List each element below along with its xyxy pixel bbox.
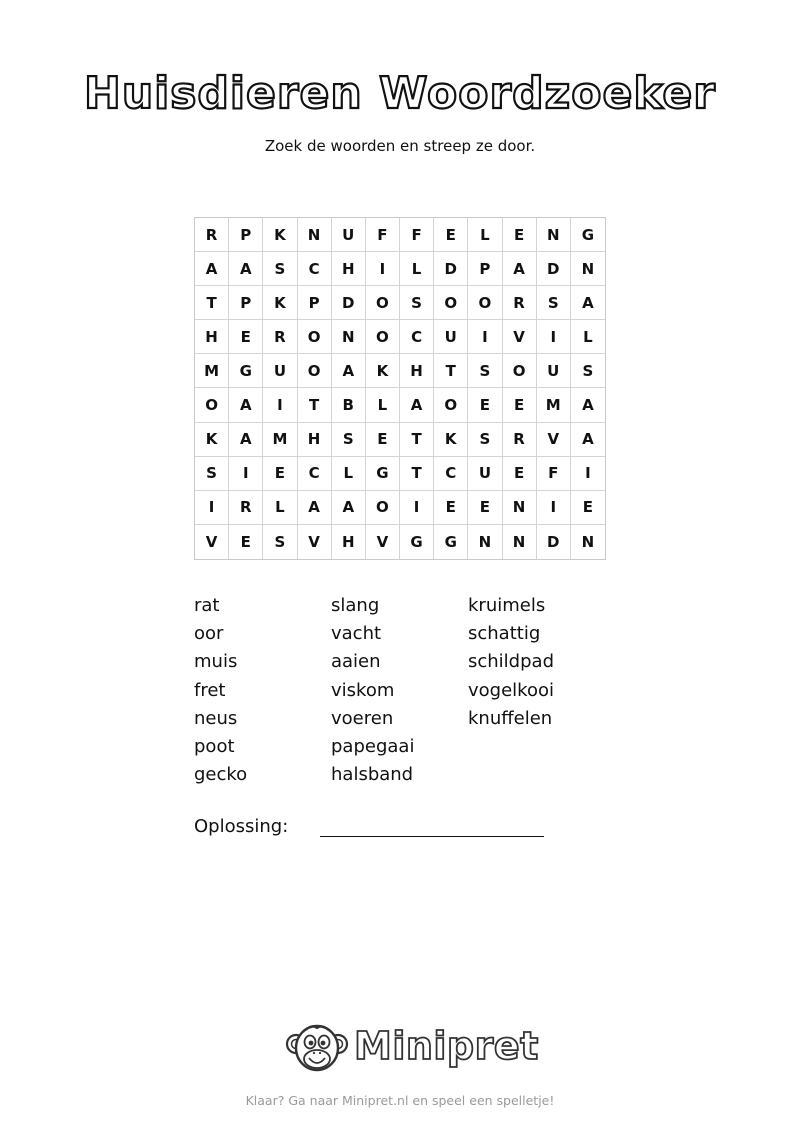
grid-cell: E bbox=[434, 218, 468, 252]
grid-cell: S bbox=[263, 252, 297, 286]
grid-cell: C bbox=[400, 320, 434, 354]
word-list-item: viskom bbox=[331, 679, 395, 701]
grid-cell: K bbox=[195, 423, 229, 457]
grid-cell: S bbox=[195, 457, 229, 491]
grid-cell: E bbox=[468, 388, 502, 422]
word-list-item: kruimels bbox=[468, 595, 546, 616]
grid-cell: V bbox=[503, 320, 537, 354]
monkey-icon bbox=[284, 1018, 350, 1078]
grid-cell: S bbox=[468, 423, 502, 457]
grid-cell: A bbox=[400, 388, 434, 422]
grid-cell: E bbox=[366, 423, 400, 457]
grid-cell: U bbox=[468, 457, 502, 491]
grid-cell: H bbox=[195, 320, 229, 354]
grid-cell: O bbox=[434, 388, 468, 422]
grid-cell: D bbox=[332, 286, 366, 320]
grid-cell: O bbox=[366, 491, 400, 525]
grid-cell: T bbox=[195, 286, 229, 320]
grid-cell: K bbox=[263, 286, 297, 320]
grid-cell: L bbox=[366, 388, 400, 422]
grid-cell: V bbox=[366, 525, 400, 559]
grid-cell: O bbox=[366, 286, 400, 320]
grid-cell: K bbox=[263, 218, 297, 252]
grid-cell: I bbox=[571, 457, 605, 491]
grid-cell: N bbox=[468, 525, 502, 559]
grid-cell: E bbox=[434, 491, 468, 525]
grid-cell: A bbox=[332, 354, 366, 388]
grid-cell: L bbox=[571, 320, 605, 354]
grid-cell: V bbox=[195, 525, 229, 559]
grid-cell: C bbox=[298, 457, 332, 491]
grid-cell: E bbox=[468, 491, 502, 525]
grid-cell: E bbox=[229, 525, 263, 559]
word-list-item: schattig bbox=[468, 623, 541, 645]
grid-cell: A bbox=[229, 423, 263, 457]
grid-cell: N bbox=[571, 252, 605, 286]
word-list-item: muis bbox=[194, 651, 238, 673]
grid-cell: K bbox=[434, 423, 468, 457]
grid-cell: R bbox=[503, 423, 537, 457]
grid-cell: E bbox=[503, 457, 537, 491]
grid-cell: U bbox=[263, 354, 297, 388]
grid-cell: H bbox=[332, 252, 366, 286]
instructions: Zoek de woorden en streep ze door. bbox=[264, 137, 536, 155]
word-list bbox=[194, 592, 614, 792]
grid-cell: A bbox=[571, 423, 605, 457]
grid-cell: G bbox=[229, 354, 263, 388]
word-list-item: schildpad bbox=[468, 651, 554, 673]
logo-wordmark: Minipret bbox=[354, 1024, 539, 1068]
grid-cell: I bbox=[195, 491, 229, 525]
grid-cell: A bbox=[503, 252, 537, 286]
grid-cell: S bbox=[571, 354, 605, 388]
grid-cell: I bbox=[229, 457, 263, 491]
grid-cell: F bbox=[366, 218, 400, 252]
grid-cell: A bbox=[571, 388, 605, 422]
grid-cell: N bbox=[537, 218, 571, 252]
grid-cell: N bbox=[332, 320, 366, 354]
grid-cell: L bbox=[400, 252, 434, 286]
grid-cell: B bbox=[332, 388, 366, 422]
word-list-item: poot bbox=[194, 736, 235, 758]
grid-cell: T bbox=[298, 388, 332, 422]
grid-cell: A bbox=[229, 388, 263, 422]
grid-cell: N bbox=[298, 218, 332, 252]
page-title: Huisdieren Woordzoeker bbox=[84, 68, 716, 119]
grid-cell: G bbox=[571, 218, 605, 252]
grid-cell: C bbox=[434, 457, 468, 491]
grid-cell: E bbox=[263, 457, 297, 491]
word-list-item: voeren bbox=[331, 707, 394, 729]
grid-cell: S bbox=[400, 286, 434, 320]
grid-cell: T bbox=[434, 354, 468, 388]
word-list-item: aaien bbox=[331, 651, 381, 673]
grid-cell: I bbox=[537, 491, 571, 525]
grid-cell: A bbox=[195, 252, 229, 286]
word-list-item: papegaai bbox=[331, 736, 415, 758]
grid-cell: P bbox=[229, 218, 263, 252]
grid-cell: A bbox=[229, 252, 263, 286]
grid-cell: O bbox=[298, 320, 332, 354]
grid-cell: O bbox=[503, 354, 537, 388]
word-list-item: oor bbox=[194, 623, 224, 645]
grid-cell: C bbox=[298, 252, 332, 286]
grid-cell: O bbox=[298, 354, 332, 388]
word-list-item: knuffelen bbox=[468, 707, 553, 729]
grid-cell: E bbox=[503, 388, 537, 422]
grid-cell: T bbox=[400, 423, 434, 457]
word-list-column-1 bbox=[194, 592, 247, 789]
word-list-item: gecko bbox=[194, 764, 248, 786]
minipret-logo bbox=[284, 1018, 539, 1078]
grid-cell: G bbox=[434, 525, 468, 559]
grid-cell: M bbox=[537, 388, 571, 422]
solution-label: Oplossing: bbox=[194, 816, 289, 837]
grid-cell: I bbox=[263, 388, 297, 422]
grid-cell: E bbox=[503, 218, 537, 252]
grid-cell: U bbox=[537, 354, 571, 388]
grid-cell: S bbox=[537, 286, 571, 320]
grid-cell: U bbox=[332, 218, 366, 252]
grid-cell: F bbox=[400, 218, 434, 252]
grid-cell: G bbox=[400, 525, 434, 559]
grid-cell: H bbox=[332, 525, 366, 559]
grid-cell: R bbox=[229, 491, 263, 525]
grid-cell: R bbox=[195, 218, 229, 252]
grid-cell: O bbox=[195, 388, 229, 422]
grid-cell: M bbox=[195, 354, 229, 388]
grid-cell: U bbox=[434, 320, 468, 354]
grid-cell: L bbox=[263, 491, 297, 525]
word-search-grid bbox=[194, 217, 606, 560]
grid-cell: N bbox=[503, 491, 537, 525]
grid-cell: L bbox=[468, 218, 502, 252]
grid-cell: O bbox=[366, 320, 400, 354]
grid-cell: F bbox=[537, 457, 571, 491]
grid-cell: V bbox=[298, 525, 332, 559]
grid-cell: A bbox=[332, 491, 366, 525]
word-list-item: neus bbox=[194, 707, 238, 729]
grid-cell: A bbox=[298, 491, 332, 525]
grid-cell: H bbox=[400, 354, 434, 388]
word-list-item: vogelkooi bbox=[468, 679, 554, 701]
word-list-item: slang bbox=[331, 595, 380, 616]
grid-cell: A bbox=[571, 286, 605, 320]
grid-cell: E bbox=[229, 320, 263, 354]
grid-cell: I bbox=[537, 320, 571, 354]
grid-cell: D bbox=[537, 525, 571, 559]
footer-text: Klaar? Ga naar Minipret.nl en speel een spelletje! bbox=[245, 1093, 555, 1108]
grid-cell: P bbox=[229, 286, 263, 320]
grid-cell: O bbox=[468, 286, 502, 320]
grid-cell: N bbox=[581, 532, 595, 551]
grid-cell: S bbox=[332, 423, 366, 457]
grid-cell: E bbox=[571, 491, 605, 525]
grid-cell: L bbox=[332, 457, 366, 491]
word-list-item: rat bbox=[194, 595, 220, 616]
word-list-item: halsband bbox=[331, 764, 414, 786]
grid-cell: D bbox=[434, 252, 468, 286]
grid-cell: I bbox=[468, 320, 502, 354]
grid-cell: R bbox=[503, 286, 537, 320]
grid-cell: S bbox=[468, 354, 502, 388]
word-list-column-3 bbox=[468, 592, 554, 733]
grid-cell: N bbox=[503, 525, 537, 559]
grid-cell: K bbox=[366, 354, 400, 388]
grid-cell: P bbox=[298, 286, 332, 320]
grid-cell: M bbox=[263, 423, 297, 457]
grid-cell: I bbox=[400, 491, 434, 525]
word-list-item: fret bbox=[194, 679, 226, 701]
grid-cell: T bbox=[400, 457, 434, 491]
word-list-item: vacht bbox=[331, 623, 382, 645]
grid-cell: D bbox=[537, 252, 571, 286]
grid-cell: S bbox=[263, 525, 297, 559]
grid-cell: V bbox=[537, 423, 571, 457]
word-list-column-2 bbox=[331, 592, 414, 789]
grid-cell: O bbox=[434, 286, 468, 320]
grid-cell: I bbox=[366, 252, 400, 286]
grid-cell: H bbox=[298, 423, 332, 457]
grid-cell: P bbox=[468, 252, 502, 286]
solution-answer-line bbox=[320, 836, 544, 837]
grid-cell: G bbox=[366, 457, 400, 491]
grid-cell: R bbox=[263, 320, 297, 354]
